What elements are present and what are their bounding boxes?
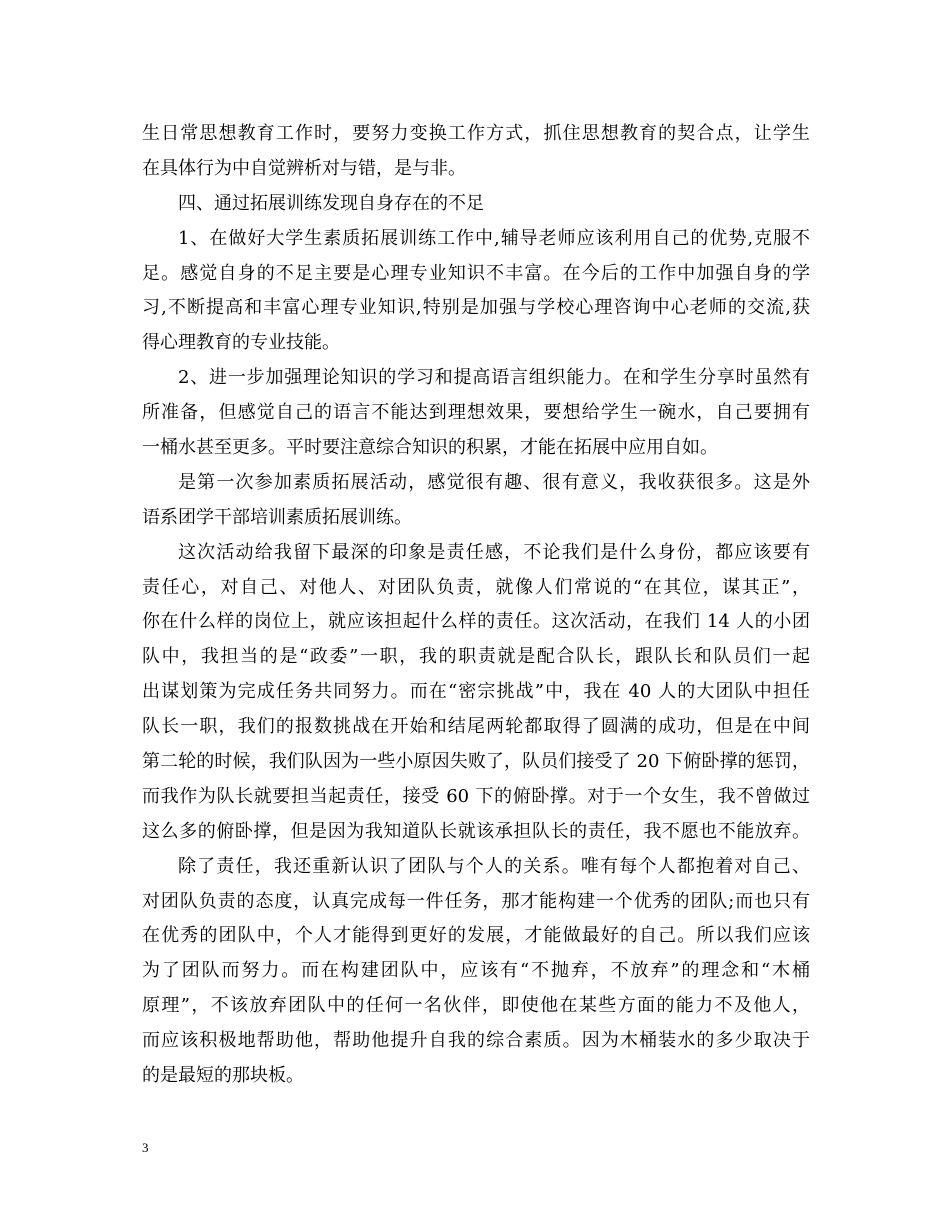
text-line: 你在什么样的岗位上，就应该担起什么样的责任。这次活动，在我们 14 人的小团 (142, 611, 810, 633)
text-line: 生日常思想教育工作时，要努力变换工作方式，抓住思想教育的契合点，让学生 (142, 123, 810, 144)
text-line: 这么多的俯卧撑，但是因为我知道队长就该承担队长的责任，我不愿也不能放弃。 (142, 820, 810, 842)
text-line: 足。感觉自身的不足主要是心理专业知识不丰富。在今后的工作中加强自身的学 (142, 262, 810, 284)
text-line: 这次活动给我留下最深的印象是责任感，不论我们是什么身份，都应该要有 (178, 541, 810, 563)
text-line: 语系团学干部培训素质拓展训练。 (142, 506, 412, 528)
text-line: 习,不断提高和丰富心理专业知识,特别是加强与学校心理咨询中心老师的交流,获 (142, 297, 810, 319)
text-line: 队中，我担当的是“政委”一职，我的职责就是配合队长，跟队长和队员们一起 (142, 646, 810, 668)
text-line: 在具体行为中自觉辨析对与错，是与非。 (142, 157, 466, 179)
text-line: 1、在做好大学生素质拓展训练工作中,辅导老师应该利用自己的优势,克服不 (178, 227, 810, 249)
text-line: 的是最短的那块板。 (142, 1065, 304, 1087)
text-line: 四、通过拓展训练发现自身存在的不足 (178, 192, 484, 214)
text-line: 而应该积极地帮助他，帮助他提升自我的综合素质。因为木桶装水的多少取决于 (142, 1030, 810, 1052)
text-line: 责任心，对自己、对他人、对团队负责，就像人们常说的“在其位，谋其正”， (142, 576, 810, 598)
text-line: 队长一职，我们的报数挑战在开始和结尾两轮都取得了圆满的成功，但是在中间 (142, 716, 810, 738)
text-line: 原理”，不该放弃团队中的任何一名伙伴，即使他在某些方面的能力不及他人， (142, 995, 810, 1017)
text-line: 一桶水甚至更多。平时要注意综合知识的积累，才能在拓展中应用自如。 (142, 437, 718, 459)
text-line: 在优秀的团队中，个人才能得到更好的发展，才能做最好的自己。所以我们应该 (142, 925, 810, 947)
text-line: 所准备，但感觉自己的语言不能达到理想效果，要想给学生一碗水，自己要拥有 (142, 402, 810, 424)
page-number: 3 (142, 1140, 149, 1155)
text-line: 第二轮的时候，我们队因为一些小原因失败了，队员们接受了 20 下俯卧撑的惩罚， (142, 751, 810, 773)
text-line: 出谋划策为完成任务共同努力。而在“密宗挑战”中，我在 40 人的大团队中担任 (142, 681, 810, 703)
text-line: 2、进一步加强理论知识的学习和提高语言组织能力。在和学生分享时虽然有 (178, 367, 810, 389)
text-line: 为了团队而努力。而在构建团队中，应该有“不抛弃，不放弃”的理念和“木桶 (142, 960, 810, 982)
document-body (142, 117, 810, 1094)
text-line: 而我作为队长就要担当起责任，接受 60 下的俯卧撑。对于一个女生，我不曾做过 (142, 785, 810, 807)
text-line: 是第一次参加素质拓展活动，感觉很有趣、很有意义，我收获很多。这是外 (178, 471, 810, 493)
text-line: 对团队负责的态度，认真完成每一件任务，那才能构建一个优秀的团队;而也只有 (142, 890, 810, 912)
text-line: 除了责任，我还重新认识了团队与个人的关系。唯有每个人都抱着对自己、 (178, 855, 810, 877)
text-line: 得心理教育的专业技能。 (142, 332, 340, 354)
